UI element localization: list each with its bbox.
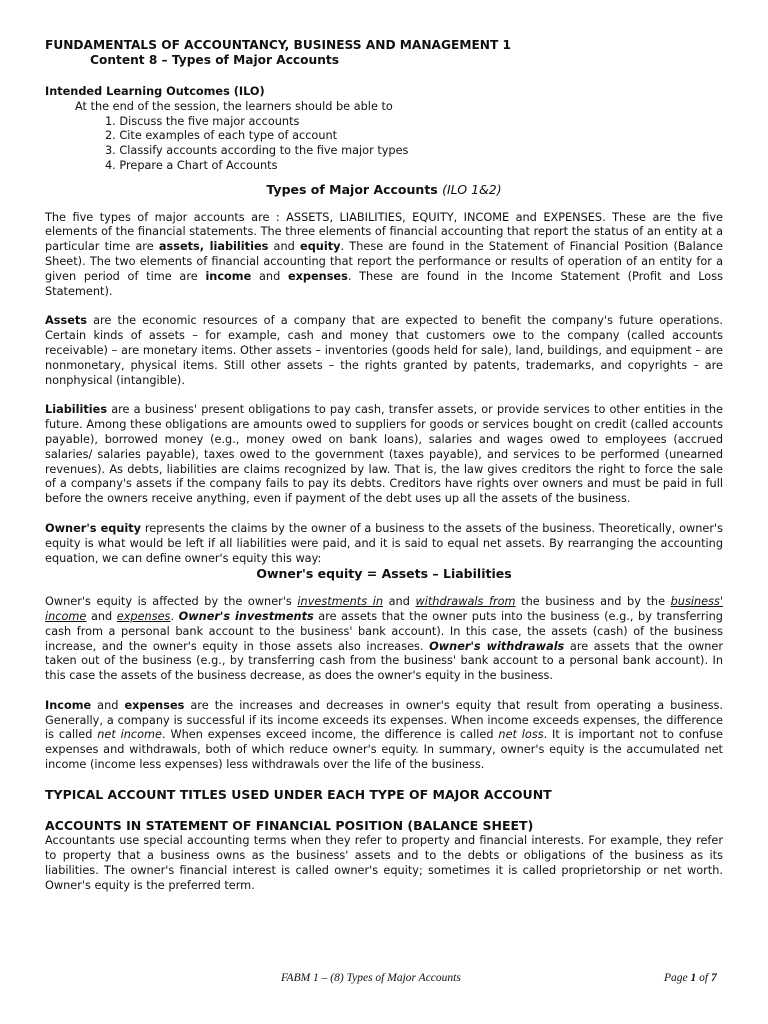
- text-run: . These are found in the Statement of Financial Position (Balance Sheet). The two elements of financial accounting that report the performance or results of operation of an entity for a given period of time are: [45, 240, 723, 283]
- text-run: of: [696, 972, 711, 984]
- current-page: 1: [690, 972, 697, 984]
- paragraph-income-expenses: [45, 699, 723, 773]
- bold-term: expenses: [287, 269, 348, 283]
- ilo-heading: Intended Learning Outcomes (ILO): [45, 85, 265, 98]
- bold-term: equity: [300, 240, 341, 254]
- bold-italic-term: Owner's withdrawals: [429, 639, 565, 653]
- text-run: . These are found in the Income Statement (Profit and Loss Statement).: [45, 269, 723, 298]
- text-run: Owner's equity is affected by the owner's: [45, 595, 298, 609]
- ilo-item: 1. Discuss the five major accounts: [105, 114, 300, 128]
- bold-term: Liabilities: [45, 403, 108, 417]
- text-run: . When expenses exceed income, the difference is called: [162, 728, 499, 742]
- text-run: and: [383, 595, 416, 609]
- section-ilo-ref: (ILO 1&2): [442, 181, 502, 197]
- paragraph-equity-effects: [45, 595, 723, 684]
- italic-term: net loss: [498, 728, 544, 742]
- bold-term: income: [205, 269, 252, 283]
- text-run: and: [268, 240, 301, 254]
- document-subtitle: Content 8 – Types of Major Accounts: [90, 53, 339, 67]
- bold-term: Income: [45, 698, 92, 712]
- text-run: are the increases and decreases in owner's equity that result from operating a business. Generally, a company is successful if its income exceeds its expenses. When income exceeds expenses, the difference is called: [45, 698, 724, 742]
- underlined-term: investments in: [297, 595, 384, 609]
- document-title: FUNDAMENTALS OF ACCOUNTANCY, BUSINESS AND MANAGEMENT 1: [45, 38, 512, 52]
- ilo-intro: At the end of the session, the learners should be able to: [75, 99, 393, 113]
- italic-term: net income: [97, 728, 163, 742]
- underlined-term: business' income: [45, 595, 723, 623]
- text-run: and: [251, 269, 288, 283]
- text-run: . It is important not to confuse expenses and withdrawals, both of which reduce owner's equity. In summary, owner's equity is the accumulated net income (income less expenses) less withdrawals over the life of the business.: [45, 728, 723, 772]
- paragraph-accounting-terms: Accountants use special accounting terms when they refer to property and financial interests. For example, they refer to property that a business owns as the business' assets and to the debts or obligations of the business as its liabilities. The owner's financial interest is called owner's equity; sometimes it is called proprietorship or net worth. Owner's equity is the preferred term.: [45, 834, 723, 892]
- text-run: the business and by the: [515, 595, 671, 609]
- underlined-term: withdrawals from: [415, 595, 516, 609]
- text-run: The five types of major accounts are : ASSETS, LIABILITIES, EQUITY, INCOME and EXPENSES. These are the five elements of the financial statements. The three elements of financial accounting that report the status of an entity at a particular time are: [45, 210, 723, 254]
- footer-page-number: [664, 972, 717, 984]
- paragraph-owners-equity: [45, 522, 723, 566]
- document-page: [45, 38, 723, 894]
- text-run: and: [86, 609, 117, 623]
- bold-term: assets, liabilities: [158, 240, 269, 254]
- text-run: and: [91, 698, 125, 712]
- text-run: Page: [664, 972, 691, 984]
- text-run: are the economic resources of a company that are expected to benefit the company's future operations. Certain kinds of assets – for example, cash and money that customers owe to the company (called accounts receivable) – are monetary items. Other assets – inventories (goods held for sale), land, buildings, and equipment – are nonmonetary, physical items. Still other assets – the rights granted by patents, trademarks, and copyrights – are nonphysical (intangible).: [45, 314, 723, 387]
- bold-italic-term: Owner's investments: [178, 609, 314, 623]
- bold-term: expenses: [124, 698, 185, 712]
- footer-doc-title: FABM 1 – (8) Types of Major Accounts: [281, 972, 461, 984]
- heading-typical-account-titles: TYPICAL ACCOUNT TITLES USED UNDER EACH TYPE OF MAJOR ACCOUNT: [45, 786, 552, 802]
- text-run: are assets that the owner taken out of the business (e.g., by transferring cash from the business' bank account to a personal bank account). In this case the assets of the business decrease, as does the owner's equity in the business.: [45, 639, 723, 683]
- bold-term: Assets: [45, 314, 87, 328]
- section-title: [45, 183, 723, 198]
- text-run: are assets that the owner puts into the business (e.g., by transferring cash from a personal bank account to the business' bank account). In this case, the assets (cash) of the business increase, and the owner's equity in those assets also increases.: [45, 609, 723, 653]
- ilo-item: 4. Prepare a Chart of Accounts: [105, 158, 278, 172]
- text-run: represents the claims by the owner of a business to the assets of the business. Theoretically, owner's equity is what would be left if all liabilities were paid, and it is said to equal net assets. By rearranging the accounting equation, we can define owner's equity this way:: [45, 521, 723, 565]
- total-pages: 7: [710, 972, 717, 984]
- ilo-item: 3. Classify accounts according to the five major types: [105, 144, 409, 158]
- bold-term: Owner's equity: [45, 521, 142, 535]
- equation: Owner's equity = Assets – Liabilities: [256, 566, 512, 582]
- heading-balance-sheet-accounts: ACCOUNTS IN STATEMENT OF FINANCIAL POSITION (BALANCE SHEET): [45, 817, 534, 833]
- ilo-list: [45, 115, 723, 174]
- section-title-text: Types of Major Accounts: [266, 181, 438, 197]
- paragraph-assets: [45, 314, 723, 388]
- ilo-item: 2. Cite examples of each type of account: [105, 129, 338, 143]
- paragraph-major-accounts: [45, 211, 723, 300]
- paragraph-liabilities: [45, 403, 723, 507]
- text-run: .: [170, 609, 179, 623]
- text-run: are a business' present obligations to pay cash, transfer assets, or provide services to other entities in the future. Among these obligations are amounts owed to suppliers for goods or services bought on credit (called accounts payable), borrowed money (e.g., money owed on bank loans), salaries and wages owed to employees (accrued salaries/ salaries payable), taxes owed to the government (taxes payable), and services to be performed (unearned revenues). As debts, liabilities are claims recognized by law. That is, the law gives creditors the right to force the sale of a company's assets if the company fails to pay its debts. Creditors have rights over owners and must be paid in full before the owners receive anything, even if payment of the debt uses up all the assets of the business.: [45, 403, 723, 506]
- underlined-term: expenses: [116, 609, 171, 623]
